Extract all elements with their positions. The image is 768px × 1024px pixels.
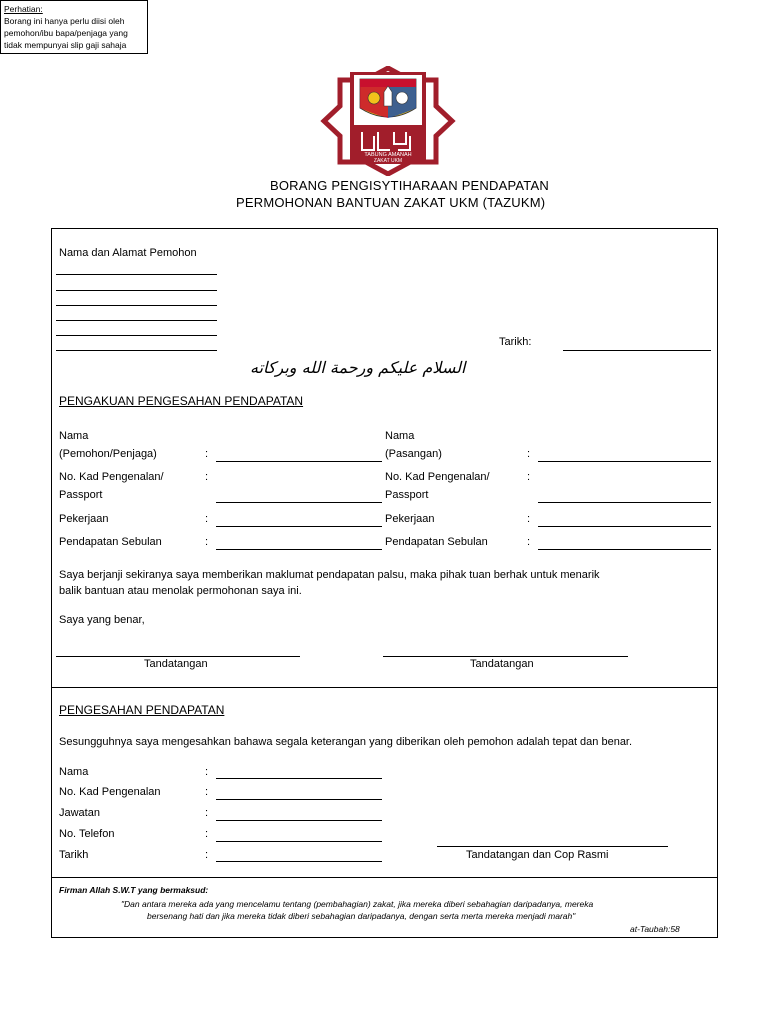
label-job-applicant: Pekerjaan (59, 513, 109, 525)
colon: : (527, 471, 531, 483)
tazukm-logo (318, 66, 458, 176)
date-field[interactable] (563, 350, 711, 351)
label-name-applicant: (Pemohon/Penjaga) (59, 448, 157, 460)
verifier-date-field[interactable] (216, 861, 382, 862)
label-name-spouse: Nama (385, 430, 415, 442)
notice-line: tidak mempunyai slip gaji sahaja (4, 40, 127, 50)
form-title-line2: PERMOHONAN BANTUAN ZAKAT UKM (TAZUKM) (236, 195, 546, 210)
applicant-income-field[interactable] (216, 549, 382, 550)
closing-text: Saya yang benar, (59, 614, 145, 626)
notice-line: Borang ini hanya perlu diisi oleh (4, 16, 125, 26)
colon: : (205, 786, 209, 798)
spouse-name-field[interactable] (538, 461, 711, 462)
section2-heading: PENGESAHAN PENDAPATAN (59, 703, 225, 717)
colon: : (205, 536, 209, 548)
applicant-ic-field[interactable] (216, 502, 382, 503)
verifier-ic-label: No. Kad Pengenalan (59, 786, 161, 798)
label-name-applicant: Nama (59, 430, 89, 442)
verifier-date-label: Tarikh (59, 849, 89, 861)
colon: : (205, 828, 209, 840)
notice-line: pemohon/ibu bapa/penjaga yang (4, 28, 128, 38)
label-ic-spouse: Passport (385, 489, 429, 501)
quote-intro: Firman Allah S.W.T yang bermaksud: (59, 885, 209, 895)
label-job-spouse: Pekerjaan (385, 513, 435, 525)
section1-heading: PENGAKUAN PENGESAHAN PENDAPATAN (59, 394, 304, 408)
notice-box (0, 0, 148, 54)
colon: : (205, 807, 209, 819)
colon: : (527, 448, 531, 460)
spouse-income-field[interactable] (538, 549, 711, 550)
signature-label: Tandatangan (470, 658, 534, 670)
logo-caption: ZAKAT UKM (373, 158, 403, 164)
colon: : (205, 766, 209, 778)
verifier-ic-field[interactable] (216, 799, 382, 800)
address-line[interactable] (56, 274, 217, 275)
quote-text: "Dan antara mereka ada yang mencelamu tentang (pembahagian) zakat, jika mereka diberi sebahagian daripadanya, mereka (121, 899, 594, 909)
label-ic-spouse: No. Kad Pengenalan/ (385, 471, 490, 483)
date-label: Tarikh: (499, 336, 532, 348)
arabic-greeting: السلام عليكم ورحمة الله وبركاته (250, 358, 466, 377)
quote-text: bersenang hati dan jika mereka tidak diberi sebahagian daripadanya, dengan serta merta mereka menjadi marah" (147, 911, 576, 921)
label-income-applicant: Pendapatan Sebulan (59, 536, 162, 548)
colon: : (527, 513, 531, 525)
spouse-ic-field[interactable] (538, 502, 711, 503)
verifier-name-field[interactable] (216, 778, 382, 779)
verification-statement: Sesungguhnya saya mengesahkan bahawa segala keterangan yang diberikan oleh pemohon adalah tepat dan benar. (59, 736, 633, 748)
official-signature-label: Tandatangan dan Cop Rasmi (466, 849, 609, 861)
label-ic-applicant: Passport (59, 489, 103, 501)
address-line[interactable] (56, 290, 217, 291)
applicant-label: Nama dan Alamat Pemohon (59, 247, 197, 259)
verifier-position-label: Jawatan (59, 807, 100, 819)
applicant-job-field[interactable] (216, 526, 382, 527)
label-ic-applicant: No. Kad Pengenalan/ (59, 471, 164, 483)
colon: : (527, 536, 531, 548)
verifier-position-field[interactable] (216, 820, 382, 821)
verifier-name-label: Nama (59, 766, 89, 778)
label-name-spouse: (Pasangan) (385, 448, 442, 460)
form-title-line1: BORANG PENGISYTIHARAAN PENDAPATAN (270, 178, 549, 193)
notice-title: Perhatian: (4, 4, 43, 14)
official-signature-line[interactable] (437, 846, 668, 847)
colon: : (205, 849, 209, 861)
pledge-text: balik bantuan atau menolak permohonan saya ini. (59, 585, 302, 597)
quote-reference: at-Taubah:58 (630, 924, 680, 934)
verifier-phone-label: No. Telefon (59, 828, 115, 840)
colon: : (205, 471, 209, 483)
verifier-phone-field[interactable] (216, 841, 382, 842)
colon: : (205, 513, 209, 525)
logo-caption: TABUNG AMANAH (364, 152, 412, 158)
address-line[interactable] (56, 350, 217, 351)
address-line[interactable] (56, 335, 217, 336)
pledge-text: Saya berjanji sekiranya saya memberikan maklumat pendapatan palsu, maka pihak tuan berhak untuk menarik (59, 569, 600, 581)
colon: : (205, 448, 209, 460)
label-income-spouse: Pendapatan Sebulan (385, 536, 488, 548)
signature-label: Tandatangan (144, 658, 208, 670)
address-line[interactable] (56, 320, 217, 321)
applicant-name-field[interactable] (216, 461, 382, 462)
address-line[interactable] (56, 305, 217, 306)
spouse-job-field[interactable] (538, 526, 711, 527)
